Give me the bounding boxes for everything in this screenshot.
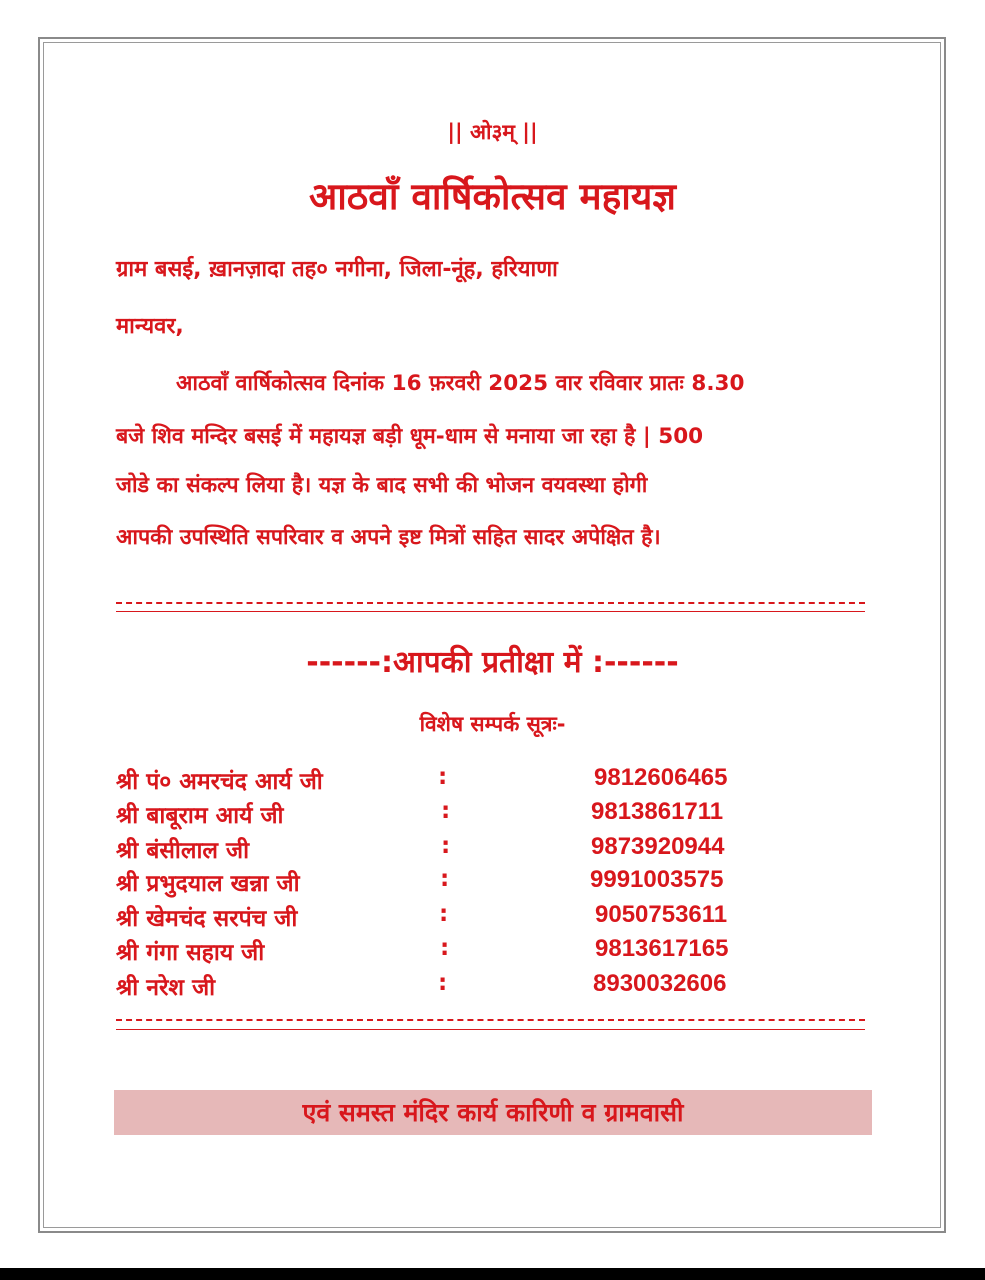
footer-banner [114,1090,872,1135]
contact-name: श्री पं० अमरचंद आर्य जी [116,769,323,795]
contact-phone: 9050753611 [595,901,728,928]
contact-colon: : [441,833,451,859]
address-line: ग्राम बसई, ख़ानज़ादा तह० नगीना, जिला-नूंह, हरियाणा [116,257,558,282]
contact-phone: 9813617165 [595,935,729,962]
contact-name: श्री खेमचंद सरपंच जी [116,906,298,932]
contact-colon: : [439,901,449,927]
contact-phone: 8930032606 [593,970,727,997]
contact-name: श्री प्रभुदयाल खन्ना जी [116,871,300,897]
om-invocation: || ओ३म् || [447,120,538,144]
body-line-2: बजे शिव मन्दिर बसई में महायज्ञ बड़ी धूम-धाम से मनाया जा रहा है | 500 [116,424,704,449]
bottom-edge-bar [0,1268,985,1280]
body-line-1: आठवाँ वार्षिकोत्सव दिनांक 16 फ़रवरी 2025 वार रविवार प्रातः 8.30 [176,371,745,396]
awaiting-heading: ------:आपकी प्रतीक्षा में :------ [306,645,679,680]
contact-colon: : [438,970,448,996]
contact-row [0,901,985,935]
salutation: मान्यवर, [116,314,184,339]
contact-name: श्री बंसीलाल जी [116,838,250,864]
contact-row [0,935,985,969]
contact-row [0,833,985,867]
contact-phone: 9812606465 [594,764,728,791]
body-line-4: आपकी उपस्थिति सपरिवार व अपने इष्ट मित्रों सहित सादर अपेक्षित है। [116,525,661,550]
contact-heading: विशेष सम्पर्क सूत्रः- [419,712,566,736]
page-title: आठवाँ वार्षिकोत्सव महायज्ञ [308,175,677,218]
contact-colon: : [438,764,448,790]
body-line-3: जोडे का संकल्प लिया है। यज्ञ के बाद सभी की भोजन वयवस्था होगी [116,473,648,498]
contact-row [0,866,985,900]
divider-top-solid [116,611,865,612]
contact-name: श्री नरेश जी [116,975,216,1001]
divider-bottom-solid [116,1029,865,1030]
contact-row [0,970,985,1004]
contact-name: श्री बाबूराम आर्य जी [116,803,284,829]
contact-colon: : [440,935,450,961]
contact-phone: 9991003575 [590,866,724,893]
contact-colon: : [440,866,450,892]
contact-phone: 9873920944 [591,833,725,860]
contact-row [0,764,985,798]
contact-name: श्री गंगा सहाय जी [116,940,265,966]
divider-top-dashed [116,602,865,604]
divider-bottom-dashed [116,1019,865,1021]
contact-row [0,798,985,832]
footer-text: एवं समस्त मंदिर कार्य कारिणी व ग्रामवासी [302,1098,684,1127]
contact-colon: : [441,798,451,824]
contact-phone: 9813861711 [591,798,724,825]
